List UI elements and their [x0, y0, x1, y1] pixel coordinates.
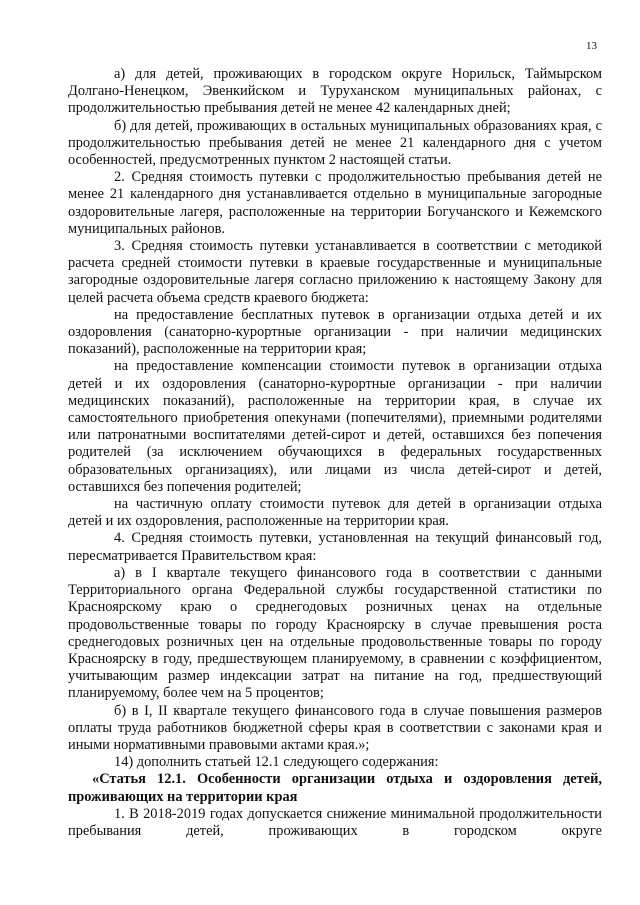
paragraph-compensation: на предоставление компенсации стоимости путевок в организации отдыха детей и их оздоровления (санаторно-курортные организации - при наличии медицинских показаний), расположенные на территории края, в случае их самостоятельного приобретения опекунами (попечителями), приемными родителями или патронатными воспитателями детей-сирот и детей, оставшихся без попечения родителей (за исключением обучающихся в федеральных государственных образовательных организациях), или лицами из числа детей-сирот и детей, оставшихся без попечения родителей; — [68, 358, 602, 495]
paragraph-item-3: 3. Средняя стоимость путевки устанавливается в соответствии с методикой расчета средней стоимости путевки в краевые государственные и муниципальные загородные оздоровительные лагеря согласно приложению к настоящему Закону для целей расчета объема средств краевого бюджета: — [68, 238, 602, 306]
paragraph-item-4a: а) в I квартале текущего финансового года в соответствии с данными Территориального органа Федеральной службы государственной статистики по Красноярскому краю о среднегодовых розничных ценах на отдельные продовольственные товары по городу Красноярску в случае превышения роста среднегодовых розничных цен на отдельные продовольственные товары по городу Красноярску в году, предшествующем планируемому, в сравнении с коэффициентом, учитывающим размер индексации затрат на питание на год, предшествующий планируемому, более чем на 5 процентов; — [68, 564, 602, 702]
paragraph-item-4b: б) в I, II квартале текущего финансового года в случае повышения размеров оплаты труда работников бюджетной сферы края в соответствии с законами края и иными нормативными правовыми актами края.»; — [68, 702, 602, 753]
paragraph-article-item-1: 1. В 2018-2019 годах допускается снижение минимальной продолжительности пребывания детей, проживающих в городском округе — [68, 805, 602, 839]
paragraph-partial-payment: на частичную оплату стоимости путевок для детей в организации отдыха детей и их оздоровления, расположенные на территории края. — [68, 496, 602, 530]
page-number: 13 — [586, 40, 597, 52]
paragraph-item-4: 4. Средняя стоимость путевки, установленная на текущий финансовый год, пересматривается Правительством края: — [68, 530, 602, 564]
paragraph-norilsk-districts: а) для детей, проживающих в городском округе Норильск, Таймырском Долгано-Ненецком, Эвенкийском и Туруханском муниципальных районах, с продолжительностью пребывания детей не менее 42 календарных дней; — [68, 66, 602, 117]
article-heading: «Статья 12.1. Особенности организации отдыха и оздоровления детей, проживающих на территории края — [68, 771, 602, 805]
document-body — [68, 66, 602, 840]
paragraph-free-vouchers: на предоставление бесплатных путевок в организации отдыха детей и их оздоровления (санаторно-курортные организации - при наличии медицинских показаний), расположенные на территории края; — [68, 306, 602, 358]
paragraph-other-municipalities: б) для детей, проживающих в остальных муниципальных образованиях края, с продолжительностью пребывания детей не менее 21 календарного дня с учетом особенностей, предусмотренных пунктом 2 настоящей статьи. — [68, 117, 602, 169]
paragraph-item-2: 2. Средняя стоимость путевки с продолжительностью пребывания детей не менее 21 календарного дня устанавливается отдельно в муниципальные загородные оздоровительные лагеря, расположенные на территории Богучанского и Кежемского муниципальных районов. — [68, 169, 602, 237]
paragraph-item-14: 14) дополнить статьей 12.1 следующего содержания: — [114, 754, 439, 771]
